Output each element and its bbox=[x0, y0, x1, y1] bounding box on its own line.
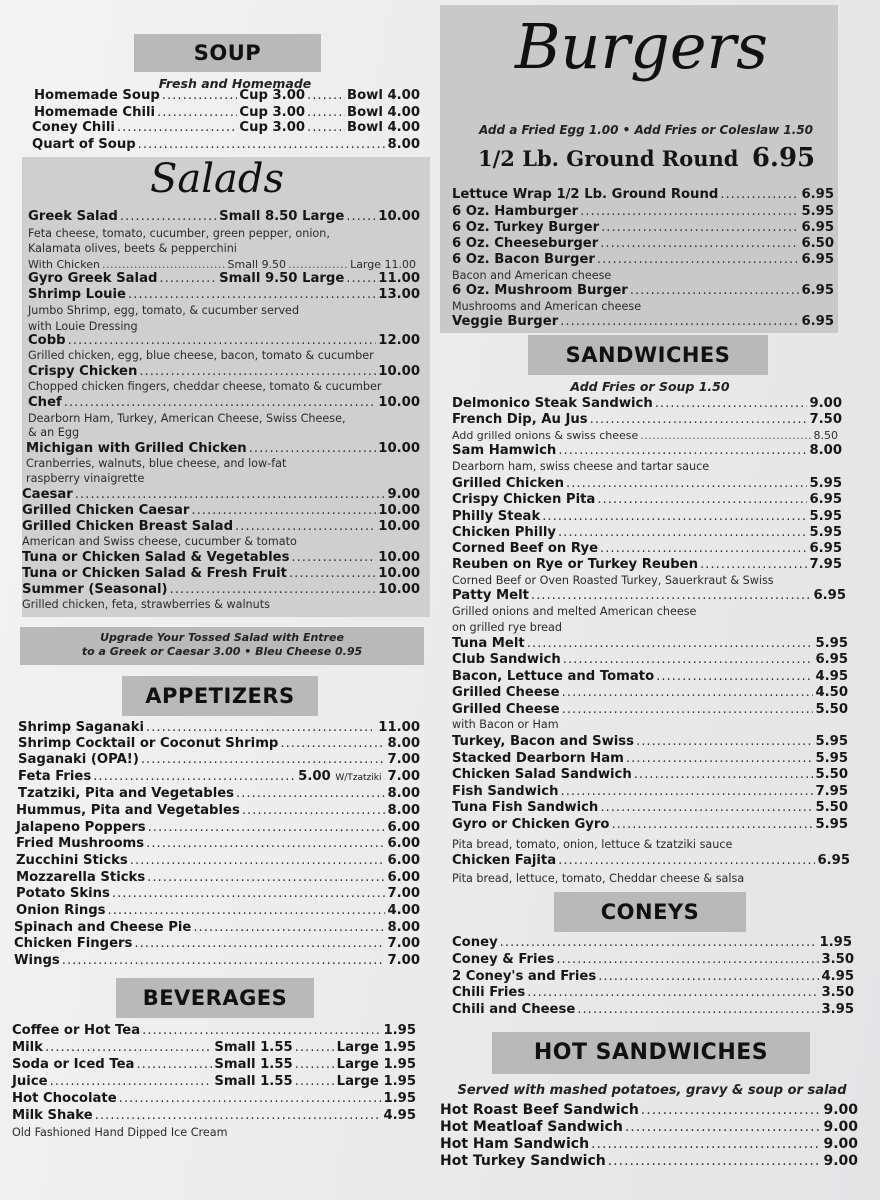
sandwiches-note: Add Fries or Soup 1.50 bbox=[570, 379, 730, 394]
menu-item bbox=[452, 952, 854, 967]
item-price: 6.00 bbox=[387, 820, 420, 835]
item-name: Hot Turkey Sandwich bbox=[440, 1153, 606, 1169]
item-price: 1.95 bbox=[383, 1091, 416, 1106]
menu-item bbox=[452, 969, 854, 984]
item-name: Chicken Philly bbox=[452, 525, 556, 540]
beverages-header: BEVERAGES bbox=[116, 978, 314, 1018]
item-name: Delmonico Steak Sandwich bbox=[452, 396, 653, 411]
item-price: 9.00 bbox=[387, 487, 420, 502]
menu-item bbox=[28, 395, 420, 410]
item-name: 6 Oz. Mushroom Burger bbox=[452, 283, 628, 298]
menu-item bbox=[14, 953, 420, 968]
item-price: 6.95 bbox=[817, 853, 850, 868]
item-price: 5.95 bbox=[801, 204, 834, 219]
coneys-header: CONEYS bbox=[554, 892, 746, 932]
item-name: Veggie Burger bbox=[452, 314, 559, 329]
item-name: Mozzarella Sticks bbox=[16, 870, 146, 885]
item-cup-price: Cup 3.00 bbox=[239, 105, 306, 120]
item-price: 3.95 bbox=[821, 1002, 854, 1017]
item-name: Greek Salad bbox=[28, 209, 118, 224]
menu-item bbox=[440, 1119, 858, 1135]
item-small-price: Small 1.55 bbox=[214, 1057, 293, 1072]
soup-row bbox=[32, 120, 420, 135]
soup-note: Fresh and Homemade bbox=[158, 76, 312, 91]
menu-item bbox=[440, 1136, 858, 1152]
item-name: Juice bbox=[12, 1074, 48, 1089]
item-price: 6.95 bbox=[801, 283, 834, 298]
menu-item bbox=[28, 287, 420, 302]
item-price: 4.95 bbox=[383, 1108, 416, 1123]
menu-item bbox=[452, 1002, 854, 1017]
item-name: Shrimp Louie bbox=[28, 287, 126, 302]
menu-item bbox=[16, 886, 420, 901]
item-price: 4.95 bbox=[815, 669, 848, 684]
menu-item bbox=[18, 752, 420, 767]
item-price: 10.00 bbox=[378, 395, 420, 410]
menu-item bbox=[452, 985, 854, 1000]
item-price: 1.95 bbox=[383, 1023, 416, 1038]
item-large-price: Large 11.00 bbox=[350, 258, 416, 271]
item-description: Jumbo Shrimp, egg, tomato, & cucumber served bbox=[28, 304, 300, 317]
item-description: American and Swiss cheese, cucumber & tomato bbox=[22, 535, 297, 548]
menu-item bbox=[452, 252, 834, 267]
item-name: With Chicken bbox=[28, 258, 100, 271]
menu-item bbox=[452, 283, 834, 298]
item-description: Grilled chicken, egg, blue cheese, bacon, tomato & cucumber bbox=[28, 349, 374, 362]
item-price: 6.95 bbox=[801, 220, 834, 235]
menu-item bbox=[12, 1074, 416, 1089]
item-price: 6.50 bbox=[801, 236, 834, 251]
menu-item bbox=[12, 1091, 416, 1106]
item-price: 9.00 bbox=[823, 1102, 858, 1118]
item-description: with Louie Dressing bbox=[28, 320, 138, 333]
item-name: Caesar bbox=[22, 487, 73, 502]
menu-item bbox=[452, 767, 848, 782]
appetizers-header: APPETIZERS bbox=[122, 676, 318, 716]
item-price: 3.50 bbox=[821, 985, 854, 1000]
item-name: 6 Oz. Turkey Burger bbox=[452, 220, 600, 235]
item-name: Philly Steak bbox=[452, 509, 541, 524]
item-price: 5.95 bbox=[809, 509, 842, 524]
menu-item bbox=[16, 870, 420, 885]
menu-item bbox=[452, 476, 842, 491]
item-price: 7.00 bbox=[387, 752, 420, 767]
menu-item bbox=[452, 685, 848, 700]
item-price: 5.95 bbox=[815, 734, 848, 749]
item-large-label: Large bbox=[302, 271, 345, 286]
item-price: 10.00 bbox=[378, 364, 420, 379]
item-price: 6.95 bbox=[813, 588, 846, 603]
item-name: 2 Coney's and Fries bbox=[452, 969, 597, 984]
item-price: 6.95 bbox=[815, 652, 848, 667]
menu-item-addon bbox=[452, 429, 838, 442]
item-name: Hot Meatloaf Sandwich bbox=[440, 1119, 623, 1135]
item-description: on grilled rye bread bbox=[452, 621, 563, 634]
item-name: Hot Ham Sandwich bbox=[440, 1136, 590, 1152]
item-name: Tuna or Chicken Salad & Vegetables bbox=[22, 550, 290, 565]
item-price: 10.00 bbox=[378, 550, 420, 565]
menu-item bbox=[18, 786, 420, 801]
menu-item bbox=[452, 236, 834, 251]
item-price: 6.95 bbox=[801, 252, 834, 267]
item-price: 5.50 bbox=[815, 702, 848, 717]
item-name: Grilled Chicken Breast Salad bbox=[22, 519, 234, 534]
menu-item bbox=[12, 1057, 416, 1072]
item-price: 7.00 bbox=[387, 936, 420, 951]
item-name: Coffee or Hot Tea bbox=[12, 1023, 141, 1038]
item-price: 10.00 bbox=[378, 209, 420, 224]
item-name: Homemade Chili bbox=[34, 105, 156, 120]
item-price: 10.00 bbox=[378, 519, 420, 534]
item-name: Hummus, Pita and Vegetables bbox=[16, 803, 240, 818]
menu-item bbox=[452, 800, 848, 815]
menu-item bbox=[440, 1102, 858, 1118]
item-name: Chicken Salad Sandwich bbox=[452, 767, 632, 782]
item-name: Tuna Fish Sandwich bbox=[452, 800, 599, 815]
salads-header: Salads bbox=[150, 156, 285, 202]
item-description: Feta cheese, tomato, cucumber, green pepper, onion, bbox=[28, 227, 330, 240]
menu-item bbox=[28, 209, 420, 224]
item-name: Coney & Fries bbox=[452, 952, 555, 967]
menu-item bbox=[452, 734, 848, 749]
menu-item bbox=[452, 784, 848, 799]
menu-item bbox=[452, 220, 834, 235]
menu-item bbox=[452, 187, 834, 202]
item-price: 6.00 bbox=[387, 853, 420, 868]
item-bowl-price: Bowl 4.00 bbox=[347, 105, 420, 120]
soup-row bbox=[34, 88, 420, 103]
menu-item bbox=[26, 441, 420, 456]
item-name: Milk Shake bbox=[12, 1108, 93, 1123]
item-small-price: Small 8.50 bbox=[219, 209, 298, 224]
item-name: Grilled Cheese bbox=[452, 685, 560, 700]
item-name: Onion Rings bbox=[16, 903, 106, 918]
item-name: Spinach and Cheese Pie bbox=[14, 920, 192, 935]
item-price: 1.95 bbox=[819, 935, 852, 950]
item-name: Chicken Fingers bbox=[14, 936, 133, 951]
item-name: Tuna Melt bbox=[452, 636, 525, 651]
menu-item bbox=[452, 669, 848, 684]
item-bowl-price: Bowl 4.00 bbox=[347, 88, 420, 103]
item-price: 8.00 bbox=[387, 137, 420, 152]
item-name: Chili Fries bbox=[452, 985, 526, 1000]
item-price: 6.95 bbox=[801, 314, 834, 329]
menu-item bbox=[452, 525, 842, 540]
item-name: Sam Hamwich bbox=[452, 443, 557, 458]
item-description: Grilled chicken, feta, strawberries & walnuts bbox=[22, 598, 270, 611]
item-cup-price: Cup 3.00 bbox=[239, 88, 306, 103]
item-name: Feta Fries bbox=[18, 769, 92, 784]
item-name: Fried Mushrooms bbox=[16, 836, 145, 851]
item-name: Coney Chili bbox=[32, 120, 115, 135]
item-name: Milk bbox=[12, 1040, 43, 1055]
item-price: 5.95 bbox=[815, 636, 848, 651]
menu-item bbox=[28, 364, 420, 379]
menu-item bbox=[452, 443, 842, 458]
item-price: 11.00 bbox=[378, 271, 420, 286]
item-price: 4.50 bbox=[815, 685, 848, 700]
item-name: Crispy Chicken bbox=[28, 364, 138, 379]
burgers-header: Burgers bbox=[515, 10, 768, 83]
item-price: 5.95 bbox=[815, 817, 848, 832]
item-name: Patty Melt bbox=[452, 588, 529, 603]
item-name: Crispy Chicken Pita bbox=[452, 492, 596, 507]
item-price: 11.00 bbox=[378, 720, 420, 735]
menu-item bbox=[18, 720, 420, 735]
menu-item bbox=[452, 751, 848, 766]
item-name: Chef bbox=[28, 395, 62, 410]
item-price: 7.00 bbox=[387, 769, 420, 784]
menu-item bbox=[14, 936, 420, 951]
salad-upgrade-banner bbox=[20, 627, 424, 665]
item-description: Cranberries, walnuts, blue cheese, and low-fat bbox=[26, 457, 287, 470]
item-description: Pita bread, lettuce, tomato, Cheddar cheese & salsa bbox=[452, 872, 745, 885]
menu-item bbox=[16, 836, 420, 851]
item-name: Jalapeno Poppers bbox=[16, 820, 146, 835]
menu-item bbox=[12, 1040, 416, 1055]
item-price: 7.95 bbox=[809, 557, 842, 572]
item-price: 7.95 bbox=[815, 784, 848, 799]
hot-sandwiches-header: HOT SANDWICHES bbox=[492, 1032, 810, 1074]
menu-item bbox=[16, 803, 420, 818]
menu-item bbox=[452, 509, 842, 524]
item-name: Chicken Fajita bbox=[452, 853, 557, 868]
item-price: 12.00 bbox=[378, 333, 420, 348]
item-description: Mushrooms and American cheese bbox=[452, 300, 642, 313]
menu-item bbox=[452, 702, 848, 717]
item-description: Corned Beef or Oven Roasted Turkey, Sauerkraut & Swiss bbox=[452, 574, 774, 587]
menu-item bbox=[22, 566, 420, 581]
item-large-price: Large 1.95 bbox=[336, 1074, 416, 1089]
item-description: Old Fashioned Hand Dipped Ice Cream bbox=[12, 1126, 228, 1139]
addon-price: 8.50 bbox=[813, 429, 838, 442]
item-name: 6 Oz. Hamburger bbox=[452, 204, 579, 219]
menu-item bbox=[22, 550, 420, 565]
item-price: 8.00 bbox=[387, 736, 420, 751]
item-description: Pita bread, tomato, onion, lettuce & tzatziki sauce bbox=[452, 838, 733, 851]
item-name: Grilled Chicken bbox=[452, 476, 565, 491]
item-price: 4.95 bbox=[821, 969, 854, 984]
item-name: Hot Roast Beef Sandwich bbox=[440, 1102, 639, 1118]
menu-item bbox=[452, 541, 842, 556]
menu-item bbox=[452, 204, 834, 219]
item-price: 9.00 bbox=[823, 1153, 858, 1169]
menu-item bbox=[22, 582, 420, 597]
menu-item bbox=[452, 935, 852, 950]
menu-item bbox=[452, 652, 848, 667]
feature-name: 1/2 Lb. Ground Round bbox=[478, 146, 739, 171]
item-large-price: Large 1.95 bbox=[336, 1057, 416, 1072]
item-name: 6 Oz. Cheeseburger bbox=[452, 236, 599, 251]
item-price: 5.95 bbox=[809, 476, 842, 491]
item-name: Corned Beef on Rye bbox=[452, 541, 599, 556]
item-name: Shrimp Cocktail or Coconut Shrimp bbox=[18, 736, 279, 751]
item-name: Lettuce Wrap 1/2 Lb. Ground Round bbox=[452, 187, 719, 202]
item-description: Grilled onions and melted American cheese bbox=[452, 605, 697, 618]
menu-item bbox=[452, 636, 848, 651]
item-price: 7.00 bbox=[387, 886, 420, 901]
menu-item bbox=[22, 503, 420, 518]
item-description: raspberry vinaigrette bbox=[26, 472, 145, 485]
item-description: Chopped chicken fingers, cheddar cheese, tomato & cucumber bbox=[28, 380, 382, 393]
item-price: 5.50 bbox=[815, 800, 848, 815]
soup-header: SOUP bbox=[134, 34, 321, 72]
menu-item bbox=[12, 1108, 416, 1123]
menu-item bbox=[452, 817, 848, 832]
item-price: 10.00 bbox=[378, 566, 420, 581]
item-price: 6.95 bbox=[801, 187, 834, 202]
item-small-price: Small 9.50 bbox=[227, 258, 287, 271]
item-description: Dearborn Ham, Turkey, American Cheese, Swiss Cheese, bbox=[28, 412, 346, 425]
upgrade-line: to a Greek or Caesar 3.00 • Bleu Cheese 0.95 bbox=[81, 645, 363, 658]
item-name: Club Sandwich bbox=[452, 652, 561, 667]
upgrade-line: Upgrade Your Tossed Salad with Entree bbox=[100, 631, 344, 644]
item-price: 6.95 bbox=[809, 541, 842, 556]
menu-item bbox=[452, 853, 850, 868]
item-price-plain: 5.00 bbox=[298, 769, 331, 784]
item-name: French Dip, Au Jus bbox=[452, 412, 588, 427]
item-price: 13.00 bbox=[378, 287, 420, 302]
item-price: 8.00 bbox=[809, 443, 842, 458]
item-price: 5.95 bbox=[809, 525, 842, 540]
item-bowl-price: Bowl 4.00 bbox=[347, 120, 420, 135]
item-small-price: Small 1.55 bbox=[214, 1074, 293, 1089]
item-name: Bacon, Lettuce and Tomato bbox=[452, 669, 655, 684]
item-price: 10.00 bbox=[378, 582, 420, 597]
item-price: 10.00 bbox=[378, 441, 420, 456]
item-price: 7.00 bbox=[387, 953, 420, 968]
item-name: Saganaki (OPA!) bbox=[18, 752, 139, 767]
item-price: 9.00 bbox=[809, 396, 842, 411]
item-name: Stacked Dearborn Ham bbox=[452, 751, 624, 766]
menu-item bbox=[18, 736, 420, 751]
item-price: 6.00 bbox=[387, 870, 420, 885]
sandwiches-header: SANDWICHES bbox=[528, 335, 768, 375]
item-name: Homemade Soup bbox=[34, 88, 160, 103]
menu-item bbox=[16, 903, 420, 918]
item-name: Tuna or Chicken Salad & Fresh Fruit bbox=[22, 566, 287, 581]
item-price: 6.95 bbox=[809, 492, 842, 507]
item-price: 5.50 bbox=[815, 767, 848, 782]
item-name: Hot Chocolate bbox=[12, 1091, 117, 1106]
menu-item bbox=[28, 271, 420, 286]
item-name: Reuben on Rye or Turkey Reuben bbox=[452, 557, 698, 572]
item-price: 4.00 bbox=[387, 903, 420, 918]
item-name: Shrimp Saganaki bbox=[18, 720, 144, 735]
item-name: Soda or Iced Tea bbox=[12, 1057, 135, 1072]
item-price: 3.50 bbox=[821, 952, 854, 967]
menu-item bbox=[452, 492, 842, 507]
feature-burger bbox=[478, 143, 815, 173]
menu-item bbox=[28, 258, 416, 271]
menu-item bbox=[452, 396, 842, 411]
item-price: 10.00 bbox=[378, 503, 420, 518]
item-price: 8.00 bbox=[387, 786, 420, 801]
soup-row bbox=[34, 105, 420, 120]
item-small-price: Small 9.50 bbox=[219, 271, 298, 286]
item-price: 7.50 bbox=[809, 412, 842, 427]
feature-price: 6.95 bbox=[751, 143, 816, 173]
burgers-note: Add a Fried Egg 1.00 • Add Fries or Coleslaw 1.50 bbox=[478, 123, 814, 137]
item-small-price: Small 1.55 bbox=[214, 1040, 293, 1055]
item-price: 8.00 bbox=[387, 803, 420, 818]
item-name: Tzatziki, Pita and Vegetables bbox=[18, 786, 235, 801]
item-name: Potato Skins bbox=[16, 886, 110, 901]
menu-item bbox=[18, 769, 420, 784]
item-option: W/Tzatziki bbox=[335, 773, 382, 783]
item-name: Cobb bbox=[28, 333, 66, 348]
item-name: Turkey, Bacon and Swiss bbox=[452, 734, 634, 749]
item-cup-price: Cup 3.00 bbox=[239, 120, 306, 135]
item-name: Quart of Soup bbox=[32, 137, 136, 152]
item-description: with Bacon or Ham bbox=[452, 718, 559, 731]
item-description: & an Egg bbox=[28, 426, 80, 439]
item-name: Gyro Greek Salad bbox=[28, 271, 158, 286]
menu-item bbox=[16, 853, 420, 868]
menu-item bbox=[22, 487, 420, 502]
item-name: Coney bbox=[452, 935, 498, 950]
item-name: Michigan with Grilled Chicken bbox=[26, 441, 247, 456]
item-price: 9.00 bbox=[823, 1136, 858, 1152]
item-name: Gyro or Chicken Gyro bbox=[452, 817, 610, 832]
item-name: Grilled Chicken Caesar bbox=[22, 503, 190, 518]
item-price: 6.00 bbox=[387, 836, 420, 851]
item-price: 8.00 bbox=[387, 920, 420, 935]
menu-item bbox=[12, 1023, 416, 1038]
item-name: Grilled Cheese bbox=[452, 702, 560, 717]
item-description: Bacon and American cheese bbox=[452, 269, 612, 282]
item-name: Wings bbox=[14, 953, 60, 968]
item-large-label: Large bbox=[302, 209, 345, 224]
item-name: Zucchini Sticks bbox=[16, 853, 128, 868]
menu-item bbox=[440, 1153, 858, 1169]
menu-item bbox=[16, 820, 420, 835]
menu-item bbox=[452, 588, 846, 603]
menu-item bbox=[452, 314, 834, 329]
item-name: Chili and Cheese bbox=[452, 1002, 576, 1017]
menu-item bbox=[452, 557, 842, 572]
item-name: 6 Oz. Bacon Burger bbox=[452, 252, 595, 267]
hot-sandwiches-note: Served with mashed potatoes, gravy & soup or salad bbox=[457, 1083, 847, 1098]
menu-item bbox=[14, 920, 420, 935]
menu-item bbox=[452, 412, 842, 427]
menu-item bbox=[28, 333, 420, 348]
item-name: Fish Sandwich bbox=[452, 784, 559, 799]
item-price: 9.00 bbox=[823, 1119, 858, 1135]
item-name: Summer (Seasonal) bbox=[22, 582, 168, 597]
item-large-price: Large 1.95 bbox=[336, 1040, 416, 1055]
item-description: Kalamata olives, beets & pepperchini bbox=[28, 242, 237, 255]
soup-row bbox=[32, 137, 420, 152]
item-description: Dearborn ham, swiss cheese and tartar sauce bbox=[452, 460, 710, 473]
item-price: 5.95 bbox=[815, 751, 848, 766]
menu-item bbox=[22, 519, 420, 534]
addon-text: Add grilled onions & swiss cheese bbox=[452, 429, 639, 442]
